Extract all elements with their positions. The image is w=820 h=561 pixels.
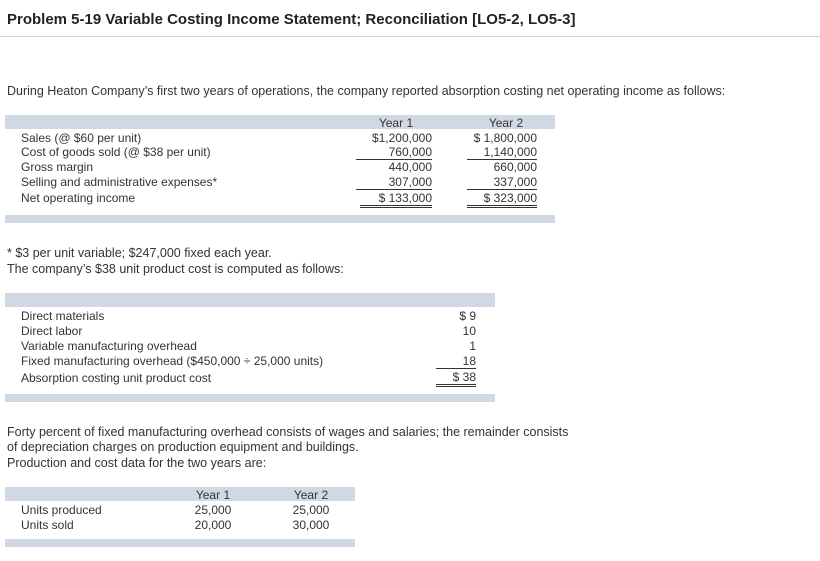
cost-table-footer-band — [5, 394, 495, 402]
income-row-year2: $ 323,000 — [467, 191, 537, 208]
income-row-label: Cost of goods sold (@ $38 per unit) — [21, 145, 211, 159]
income-row-label: Sales (@ $60 per unit) — [21, 131, 142, 145]
income-col-year2: Year 2 — [488, 116, 524, 130]
income-row-year1: 760,000 — [356, 145, 432, 160]
title-divider — [0, 36, 820, 37]
production-row-year2: 25,000 — [292, 503, 330, 517]
cost-table-header-band — [5, 293, 495, 307]
income-col-year1: Year 1 — [378, 116, 414, 130]
income-row-label: Net operating income — [21, 191, 136, 205]
production-table-footer-band — [5, 539, 355, 547]
income-table-footer-band — [5, 215, 555, 223]
overhead-text-line2: of depreciation charges on production equipment and buildings. — [7, 440, 359, 454]
income-row-label: Gross margin — [21, 160, 94, 174]
income-row-year1: $1,200,000 — [371, 131, 432, 145]
intro-text: During Heaton Company’s first two years of operations, the company reported absorption costing net operating income as follows: — [7, 84, 726, 98]
footnote-text: * $3 per unit variable; $247,000 fixed each year. — [7, 246, 272, 260]
production-row-year1: 20,000 — [194, 518, 232, 532]
cost-row-label: Direct materials — [21, 309, 105, 323]
cost-row-label: Absorption costing unit product cost — [21, 371, 212, 385]
income-row-year2: 1,140,000 — [467, 145, 537, 160]
production-row-year2: 30,000 — [292, 518, 330, 532]
production-row-label: Units produced — [21, 503, 102, 517]
cost-row-value: $ 9 — [459, 309, 476, 323]
cost-row-value: 10 — [462, 324, 476, 338]
production-row-label: Units sold — [21, 518, 74, 532]
cost-row-value: $ 38 — [436, 370, 476, 387]
income-row-year2: 337,000 — [467, 175, 537, 190]
income-row-label: Selling and administrative expenses* — [21, 175, 218, 189]
cost-row-label: Fixed manufacturing overhead ($450,000 ÷ 25,000 units) — [21, 354, 324, 368]
overhead-text-line1: Forty percent of fixed manufacturing overhead consists of wages and salaries; the remainder consists — [7, 425, 569, 439]
income-row-year1: $ 133,000 — [360, 191, 432, 208]
cost-intro-text: The company’s $38 unit product cost is computed as follows: — [7, 262, 344, 276]
production-col-year1: Year 1 — [195, 488, 231, 502]
income-row-year1: 440,000 — [388, 160, 432, 174]
income-row-year2: 660,000 — [493, 160, 537, 174]
income-row-year1: 307,000 — [356, 175, 432, 190]
income-row-year2: $ 1,800,000 — [473, 131, 537, 145]
production-row-year1: 25,000 — [194, 503, 232, 517]
cost-row-label: Variable manufacturing overhead — [21, 339, 197, 353]
problem-title: Problem 5-19 Variable Costing Income Statement; Reconciliation [LO5-2, LO5-3] — [7, 11, 576, 28]
cost-row-value: 1 — [469, 339, 476, 353]
production-col-year2: Year 2 — [293, 488, 329, 502]
cost-row-label: Direct labor — [21, 324, 83, 338]
cost-row-value: 18 — [436, 354, 476, 369]
production-intro-text: Production and cost data for the two years are: — [7, 456, 267, 470]
